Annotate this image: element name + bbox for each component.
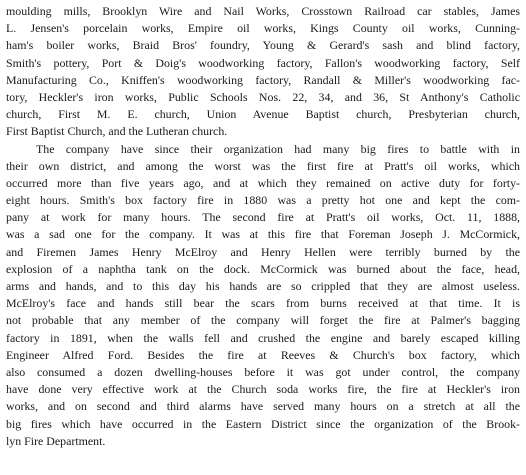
text-line: L. Jensen's porcelain works, Empire oil works, Kings County oil works, Cunning-: [6, 21, 520, 36]
text-line: big fires which have occurred in the Eastern District since the organization of the Brook-: [6, 416, 520, 431]
text-line: and Firemen James Henry McElroy and Henry Hellen were terribly burned by the: [6, 244, 520, 259]
text-line: eight hours. Smith's box factory fire in 1880 was a pretty hot one and kept the com-: [6, 193, 520, 208]
paragraph-company-fires: [6, 141, 520, 450]
text-line: ham's boiler works, Braid Bros' foundry, Young & Gerard's sash and blind factory,: [6, 38, 520, 53]
text-line: occurred more than five years ago, and at which they remained on active duty for forty-: [6, 175, 520, 190]
text-line: McElroy's face and hands still bear the scars from burns received at that time. It is: [6, 296, 520, 311]
text-line: pany at work for many hours. The second fire at Pratt's oil works, Oct. 11, 1888,: [6, 210, 520, 225]
text-line: factory in 1891, when the walls fell and crushed the engine and barely escaped killing: [6, 330, 520, 345]
paragraph-fire-locations: [6, 3, 520, 141]
text-line: not probable that any member of the company will forget the fire at Palmer's bagging: [6, 313, 520, 328]
text-line: have done very effective work at the Church soda works fire, the fire at Heckler's iron: [6, 382, 520, 397]
text-line: Smith's pottery, Port & Doig's woodworking factory, Fallon's woodworking factory, Self: [6, 55, 520, 70]
text-line: lyn Fire Department.: [6, 433, 106, 448]
text-line: works, and on second and third alarms have served many hours on a stretch at all the: [6, 399, 520, 414]
text-line: arms and hands, and to this day his hands are so crippled that they are almost useless.: [6, 279, 520, 293]
text-line: tory, Heckler's iron works, Public Schools Nos. 22, 34, and 36, St Anthony's Catholic: [6, 89, 520, 104]
text-line: Manufacturing Co., Kniffen's woodworking factory, Randall & Miller's woodworking fac-: [6, 72, 520, 87]
text-line: church, First M. E. church, Union Avenue Baptist church, Presbyterian church,: [6, 107, 520, 122]
text-line: also consumed a dozen dwelling-houses before it was got under control, the company: [6, 364, 520, 379]
text-line: was a sad one for the company. It was at this fire that Foreman Joseph J. McCormick,: [6, 227, 520, 242]
text-line: explosion of a naphtha tank on the dock. McCormick was burned about the face, head,: [6, 261, 520, 276]
text-line: First Baptist Church, and the Lutheran church.: [6, 124, 228, 139]
text-line: moulding mills, Brooklyn Wire and Nail Works, Crosstown Railroad car stables, James: [6, 4, 520, 18]
text-line: their own district, and among the worst was the first fire at Pratt's oil works, which: [6, 158, 520, 173]
text-line: The company have since their organization had many big fires to battle with in: [36, 141, 520, 156]
document-page: [6, 3, 520, 475]
text-line: Engineer Alfred Ford. Besides the fire at Reeves & Church's box factory, which: [6, 347, 520, 362]
